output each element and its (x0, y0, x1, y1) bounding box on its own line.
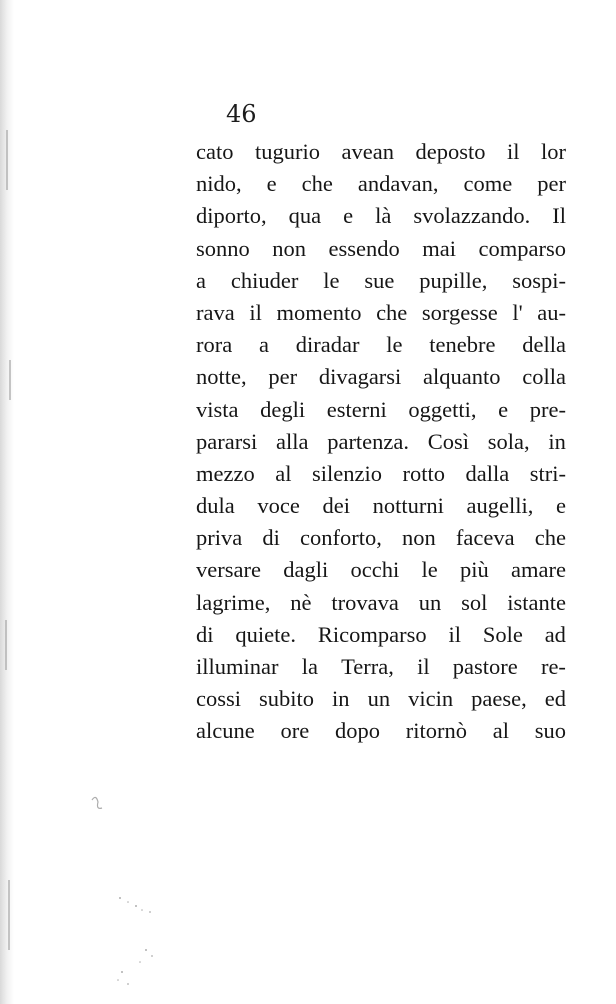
word: della (522, 332, 566, 358)
word: trovava (331, 589, 399, 615)
word: versare (196, 557, 261, 583)
word: per (268, 364, 298, 390)
word: priva (196, 525, 243, 551)
word: rotto (402, 460, 445, 486)
word: essendo (328, 235, 400, 261)
word: alquanto (423, 364, 501, 390)
word: esterni (326, 396, 387, 422)
text-line (196, 168, 566, 200)
word: colla (522, 364, 566, 390)
word: non (272, 235, 307, 261)
word: il (417, 654, 430, 679)
text-line (196, 200, 566, 232)
word: le (421, 557, 438, 583)
word: illuminar (196, 654, 279, 679)
word: le (323, 267, 340, 293)
word: mai (422, 235, 457, 261)
word: notte, (196, 364, 247, 390)
text-line (196, 329, 566, 361)
word: rava (196, 299, 235, 325)
word: e (498, 396, 509, 422)
word: alla (275, 428, 309, 454)
text-line (196, 297, 566, 329)
word: al (492, 718, 509, 744)
word: Così (427, 428, 470, 454)
word: l' (512, 299, 523, 325)
word: deposto (415, 139, 486, 164)
word: e (266, 171, 277, 197)
word: e (343, 203, 354, 229)
word: le (386, 332, 403, 358)
word: tugurio (254, 139, 320, 164)
word: dula (196, 493, 235, 519)
word: a (196, 267, 206, 293)
word: re- (540, 654, 566, 679)
edge-mark (8, 880, 10, 950)
word: dopo (334, 718, 380, 744)
page-number: 46 (226, 100, 257, 128)
word: lagrime, (196, 589, 271, 615)
word: Sole (482, 621, 523, 647)
word: il (506, 139, 520, 164)
word: al (275, 460, 292, 486)
word: divagarsi (318, 364, 402, 390)
word: momento (276, 299, 362, 325)
text-line (196, 233, 566, 265)
word: ad (544, 621, 566, 647)
word: dagli (283, 557, 329, 583)
speck-cluster (92, 797, 102, 808)
word: sospi- (512, 267, 566, 293)
word: sol (461, 589, 488, 615)
word: tenebre (429, 332, 496, 358)
word: di (262, 525, 280, 551)
word: la (301, 654, 318, 679)
word: nè (290, 589, 312, 615)
word: degli (260, 396, 306, 422)
word: il (249, 299, 262, 325)
word: che (376, 299, 408, 325)
word: quiete. (235, 621, 296, 647)
word: au- (537, 299, 566, 325)
word: silenzio (311, 460, 382, 486)
word: diporto, (196, 203, 267, 229)
text-line (196, 265, 566, 297)
word: mezzo (196, 460, 255, 486)
word: sonno (196, 235, 250, 261)
text-line (196, 394, 566, 426)
word: a (259, 332, 269, 358)
text-line (196, 522, 566, 554)
word: in (548, 428, 566, 454)
word: partenza. (327, 428, 410, 454)
word: qua (288, 203, 322, 229)
text-line (196, 490, 566, 522)
word: pupille, (419, 267, 488, 293)
word: più (460, 557, 489, 583)
word: pararsi (196, 428, 258, 454)
edge-mark (6, 130, 8, 190)
edge-mark (5, 620, 7, 670)
word: vicin (408, 686, 454, 712)
text-line (196, 683, 566, 715)
word: dei (322, 493, 350, 519)
word: sola, (487, 428, 530, 454)
text-line (196, 619, 566, 651)
word: per (537, 171, 566, 197)
word: il (448, 621, 461, 647)
word: faceva (455, 525, 515, 551)
word: nido, (196, 171, 242, 197)
word: chiuder (230, 267, 299, 293)
word: in (332, 686, 350, 712)
word: vista (196, 396, 239, 422)
word: conforto, (300, 525, 382, 551)
word: alcune (196, 718, 255, 744)
word: sue (364, 267, 395, 293)
word: avean (341, 139, 394, 164)
word: ed (544, 686, 566, 712)
word: come (463, 171, 513, 197)
word: cato (196, 139, 234, 164)
word: notturni (372, 493, 444, 519)
word: cossi (196, 686, 241, 712)
word: là (375, 203, 392, 229)
word: andavan, (357, 171, 439, 197)
word: che (534, 525, 566, 551)
word: di (196, 621, 214, 647)
word: un (418, 589, 442, 615)
text-line (196, 651, 566, 683)
word: stri- (529, 460, 566, 486)
word: non (402, 525, 436, 551)
text-line (196, 136, 566, 168)
word: pre- (529, 396, 566, 422)
text-line (196, 458, 566, 490)
word: augelli, (466, 493, 534, 519)
word: ore (280, 718, 310, 744)
word: dalla (465, 460, 510, 486)
word: oggetti, (408, 396, 477, 422)
word: Il (552, 203, 566, 229)
word: sorgesse (421, 299, 498, 325)
word: suo (534, 718, 566, 744)
word: occhi (350, 557, 400, 583)
word: subito (259, 686, 315, 712)
speck-cluster (117, 897, 153, 985)
word: voce (257, 493, 300, 519)
word: Terra, (341, 654, 394, 679)
edge-mark (9, 360, 11, 400)
word: Ricomparso (317, 621, 427, 647)
word: un (367, 686, 391, 712)
word: svolazzando. (413, 203, 531, 229)
text-line (196, 361, 566, 393)
text-line (196, 554, 566, 586)
word: diradar (295, 332, 360, 358)
word: lor (540, 139, 566, 164)
word: e (555, 493, 566, 519)
text-line (196, 587, 566, 619)
text-line (196, 715, 566, 747)
word: ritornò (405, 718, 467, 744)
text-line (196, 426, 566, 458)
word: istante (507, 589, 566, 615)
word: paese, (471, 686, 527, 712)
word: pastore (452, 654, 518, 679)
word: amare (511, 557, 566, 583)
word: rora (196, 332, 233, 358)
word: comparso (478, 235, 566, 261)
word: che (301, 171, 333, 197)
body-text (196, 136, 566, 748)
